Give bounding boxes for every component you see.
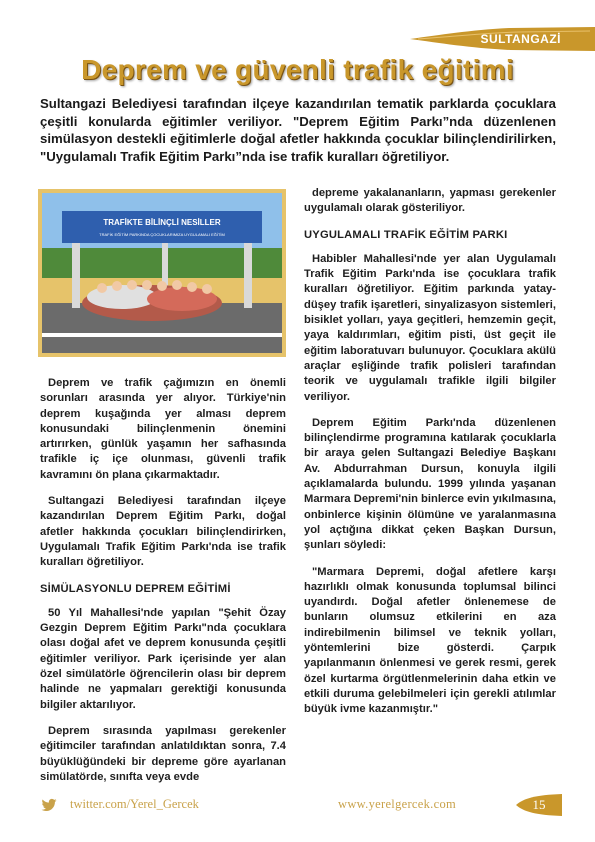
body-paragraph: Sultangazi Belediyesi tarafından ilçeye kazandırılan Deprem Eğitim Parkı, doğal afetler hakkında çocukları bilinçlendirirken, Uygulamalı Trafik Eğitim Parkı'nda ise trafik kuralları öğretiliyor. [40,495,286,569]
page-title: Deprem ve güvenli trafik eğitimi [81,54,514,85]
twitter-handle: twitter.com/Yerel_Gercek [70,797,199,811]
body-paragraph: Deprem ve trafik çağımızın en önemli sorunları arasında yer alıyor. Türkiye'nin deprem kuşağında yer alması deprem konusundaki bilinçlenmenin önemini artırırken, günlük yaşamın her safhasında trafikle iç içe olunması, güvenli trafik kavramını ön plana çıkarmaktadır. [40,377,286,481]
quote-paragraph: "Marmara Depremi, doğal afetlere karşı hazırlıklı olmak konusunda toplumsal bilinci uyandırdı. Doğal afetler önlenemese de bunların olumsuz etkilerini en aza indirebilmenin bilimsel ve teknik yolları, yöntemlerini bize gösterdi. Çarpık yapılanmanın önlenmesi ve gerek resmi, gerek özel kurtarma örgütlenmelerinin daha etkin ve etkili duruma gelebilmeleri için gerekli atılımlar büyük ivme kazanmıştır." [304,565,556,716]
section-heading: UYGULAMALI TRAFİK EĞİTİM PARKI [304,228,508,241]
section-heading: SİMÜLASYONLU DEPREM EĞİTİMİ [40,582,231,595]
section-label: SULTANGAZİ [480,32,561,46]
body-paragraph: Habibler Mahallesi'nde yer alan Uygulamalı Trafik Eğitim Parkı'nda ise çocuklara trafik kuralları öğretiliyor. Eğitim parkında yatay-düşey trafik işaretleri, sinyalizasyon sistemleri, bisiklet yolları, yaya geçitleri, hemzemin geçit, yaya kaldırımları, eğitim pisti, üst geçit ile eğitim laboratuvarı bulunuyor. Çocuklara akülü araçlar eşliğinde trafik polisleri tarafından teorik ve uygulamalı trafikle ilgili bilgiler veriliyor. [304,252,556,403]
article-photo [38,189,286,357]
photo-illustration [42,193,282,353]
lead-paragraph: Sultangazi Belediyesi tarafından ilçeye kazandırılan tematik parklarda çocuklara çeşitli konularda eğitimler veriliyor. "Deprem Eğitim Parkı”nda düzenlenen simülasyon destekli eğitimlerle doğal afetler hakkında çocuklar bilinçlendirilirken, "Uygulamalı Trafik Eğitim Parkı”nda ise trafik kuralları öğretiliyor. [40,96,556,164]
website-url: www.yerelgercek.com [338,797,457,811]
body-paragraph: Deprem sırasında yapılması gerekenler eğitimciler tarafından anlatıldıktan sonra, 7.4 büyüklüğündeki bir depreme göre ayarlanan simülatörde, sınıfta veya evde [40,724,286,783]
twitter-bird-icon [40,796,58,814]
sign-title: TRAFİKTE BİLİNÇLİ NESİLLER [103,218,221,227]
page-footer [0,790,595,820]
right-column [304,186,556,729]
page-number: 15 [532,797,546,812]
body-paragraph: depreme yakalananların, yapması gerekenler uygulamalı olarak gösteriliyor. [304,187,556,215]
section-banner [410,26,595,52]
left-column [40,376,286,796]
page-number-badge [516,794,562,816]
sign-subtitle: TRAFİK EĞİTİM PARKINDA ÇOCUKLARIMIZA UYGULAMALI EĞİTİM [99,232,225,237]
body-paragraph: Deprem Eğitim Parkı'nda düzenlenen bilinçlendirme programına katılarak çocuklarla bir araya gelen Sultangazi Belediye Başkanı Av. Abdurrahman Dursun, konuyla ilgili açıklamalarda bulundu. 1999 yılında yaşanan Marmara Depremi'nin binlerce evin yıkılmasına, onbinlerce kişinin ölümüne ve yaralanmasına yol açtığına dikkat çeken Başkan Dursun, şunları söyledi: [304,416,556,552]
group-of-children [82,280,222,321]
body-paragraph: 50 Yıl Mahallesi'nde yapılan "Şehit Özay Gezgin Deprem Eğitim Parkı"nda çocuklara olası doğal afet ve deprem konusunda çeşitli eğitimler veriliyor. Park içerisinde yer alan özel simülatörle öğrencilerin olası bir deprem halinde ne yapmaları gerektiği konusunda bilgiler aktarılıyor. [40,606,286,711]
